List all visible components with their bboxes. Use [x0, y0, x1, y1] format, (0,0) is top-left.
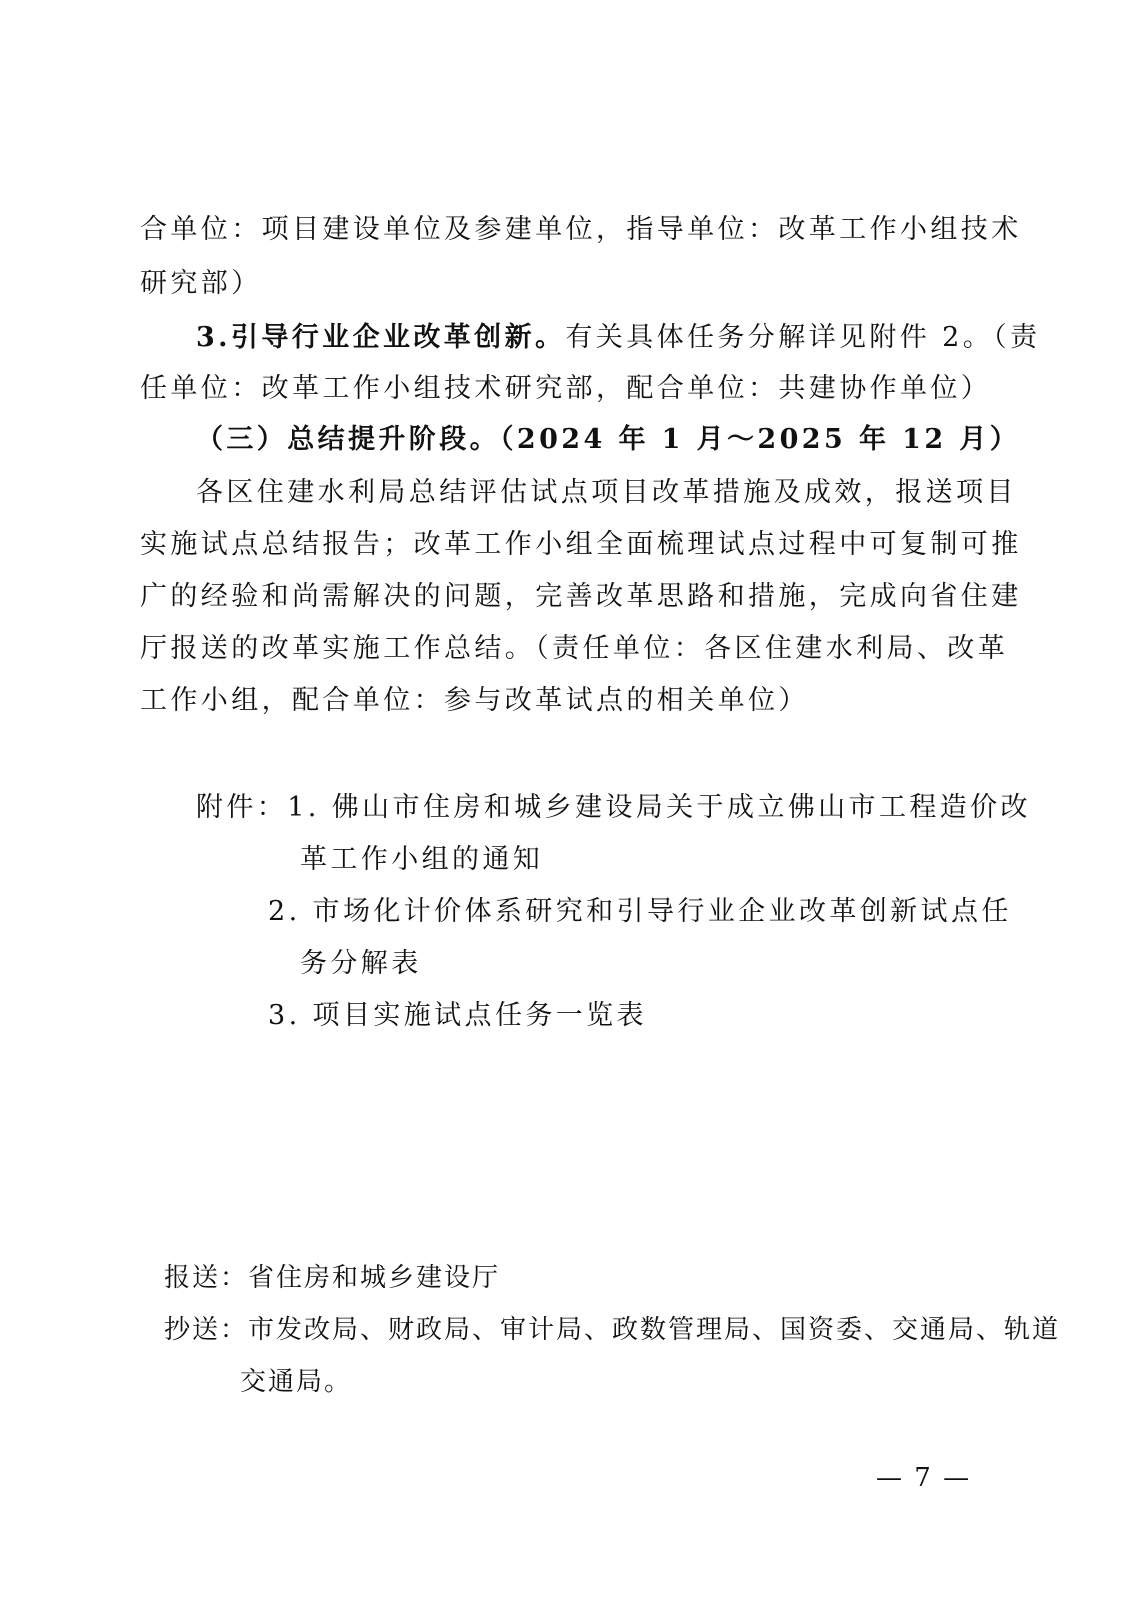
attachment-text: 务分解表 [300, 948, 422, 979]
item-3-paragraph [196, 318, 1040, 358]
page-number: — 7 — [876, 1463, 972, 1493]
attachment-text: 1. 佛山市住房和城乡建设局关于成立佛山市工程造价改 [287, 792, 1031, 823]
item-3-text: 有关具体任务分解详见附件 2。（责 [565, 322, 1041, 353]
attachment-item: 3. 项目实施试点任务一览表 [268, 1000, 647, 1031]
body-line: 工作小组，配合单位：参与改革试点的相关单位） [140, 685, 809, 716]
section-heading: （三）总结提升阶段。（2024 年 1 月～2025 年 12 月） [196, 424, 1021, 455]
body-line: 研究部） [140, 268, 262, 299]
item-3-heading: 3.引导行业企业改革创新。 [196, 322, 566, 353]
body-line: 各区住建水利局总结评估试点项目改革措施及成效，报送项目 [196, 477, 1017, 508]
attachments-label: 附件： [196, 792, 288, 823]
attachment-item: 2. 市场化计价体系研究和引导行业企业改革创新试点任 [268, 896, 1012, 927]
body-line: 厅报送的改革实施工作总结。（责任单位：各区住建水利局、改革 [140, 633, 1009, 664]
attachment-text: 革工作小组的通知 [300, 844, 544, 875]
body-line: 合单位：项目建设单位及参建单位，指导单位：改革工作小组技术 [140, 214, 1022, 245]
body-line: 实施试点总结报告；改革工作小组全面梳理试点过程中可复制可推 [140, 529, 1022, 560]
report-to: 报送：省住房和城乡建设厅 [164, 1263, 501, 1293]
attachment-item [196, 788, 1031, 828]
body-line: 任单位：改革工作小组技术研究部，配合单位：共建协作单位） [140, 373, 992, 404]
cc-list: 抄送：市发改局、财政局、审计局、政数管理局、国资委、交通局、轨道 [164, 1315, 1061, 1345]
cc-list-continued: 交通局。 [240, 1367, 353, 1397]
body-line: 广的经验和尚需解决的问题，完善改革思路和措施，完成向省住建 [140, 581, 1022, 612]
